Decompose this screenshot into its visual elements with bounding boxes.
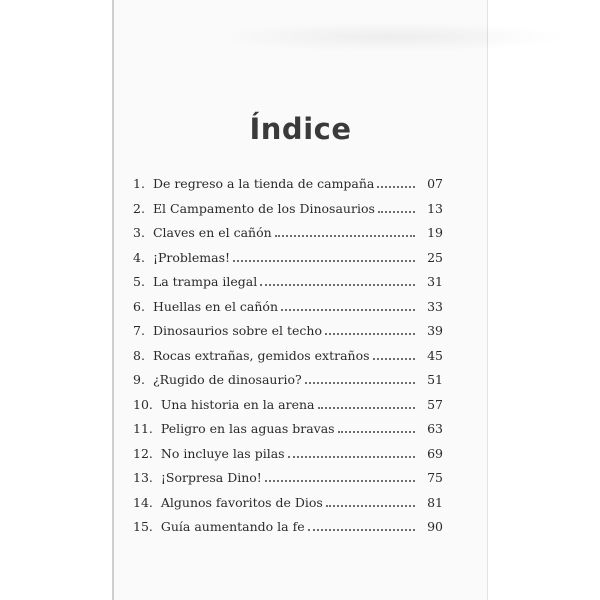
entry-title: El Campamento de los Dinosaurios [152,200,375,216]
entry-title: Rocas extrañas, gemidos extraños [152,347,370,363]
dot-leader [275,223,415,237]
entry-page: 81 [427,494,443,510]
entry-page: 33 [427,298,443,314]
entry-number: 9. [133,372,145,387]
dot-leader [281,297,415,311]
entry-page: 25 [427,249,443,265]
dot-leader [260,272,415,286]
entry-number: 15. [133,519,153,534]
dot-leader [318,395,416,409]
toc-entry [133,370,443,395]
entry-title: La trampa ilegal [152,274,258,289]
entry-title: Algunos favoritos de Dios [160,494,323,510]
dot-leader [308,517,415,531]
entry-number: 3. [133,225,145,240]
entry-title: Peligro en las aguas bravas [160,421,335,436]
toc-entry [133,223,443,248]
entry-number: 10. [133,396,153,412]
toc-entry [133,493,443,518]
entry-page: 07 [427,176,443,191]
dot-leader [265,468,415,482]
entry-number: 5. [133,274,145,289]
entry-page: 75 [427,470,443,485]
entry-number: 11. [133,421,153,436]
toc-entry [133,346,443,371]
toc-entry [133,321,443,346]
toc-entry [133,444,443,469]
toc-entry [133,419,443,444]
toc-entry [133,517,443,542]
entry-title: Una historia en la arena [160,396,315,412]
entry-title: ¡Problemas! [152,249,231,265]
show-through-shadow [210,22,570,52]
toc-entry [133,297,443,322]
entry-number: 13. [133,470,153,485]
toc-entry [133,272,443,297]
entry-title: ¡Sorpresa Dino! [160,470,262,485]
entry-number: 1. [133,176,145,191]
entry-title: Huellas en el cañón [152,298,278,314]
entry-number: 6. [133,298,145,314]
dot-leader [325,321,415,335]
dot-leader [326,493,415,507]
entry-page: 19 [427,225,443,240]
entry-page: 45 [427,347,443,363]
table-of-contents [133,174,443,542]
entry-title: ¿Rugido de dinosaurio? [152,372,302,387]
dot-leader [233,248,415,262]
entry-page: 13 [427,200,443,216]
entry-page: 31 [427,274,443,289]
entry-number: 8. [133,347,145,363]
entry-page: 39 [427,323,443,338]
entry-number: 14. [133,494,153,510]
entry-page: 51 [427,372,443,387]
toc-entry [133,468,443,493]
entry-title: Dinosaurios sobre el techo [152,323,322,338]
entry-page: 69 [427,445,443,461]
entry-page: 63 [427,421,443,436]
dot-leader [288,444,415,458]
toc-entry [133,199,443,224]
dot-leader [373,346,415,360]
entry-number: 12. [133,445,153,461]
entry-number: 2. [133,200,145,216]
entry-number: 7. [133,323,145,338]
dot-leader [377,174,415,188]
page-title: Índice [249,112,352,146]
entry-title: De regreso a la tienda de campaña [152,176,375,191]
toc-entry [133,395,443,420]
entry-page: 90 [427,519,443,534]
entry-title: Claves en el cañón [152,225,272,240]
dot-leader [305,370,415,384]
entry-page: 57 [427,396,443,412]
toc-entry [133,174,443,199]
toc-entry [133,248,443,273]
entry-title: Guía aumentando la fe [160,519,305,534]
dot-leader [378,199,415,213]
book-page [112,0,488,600]
dot-leader [338,419,415,433]
entry-number: 4. [133,249,145,265]
entry-title: No incluye las pilas [160,445,285,461]
